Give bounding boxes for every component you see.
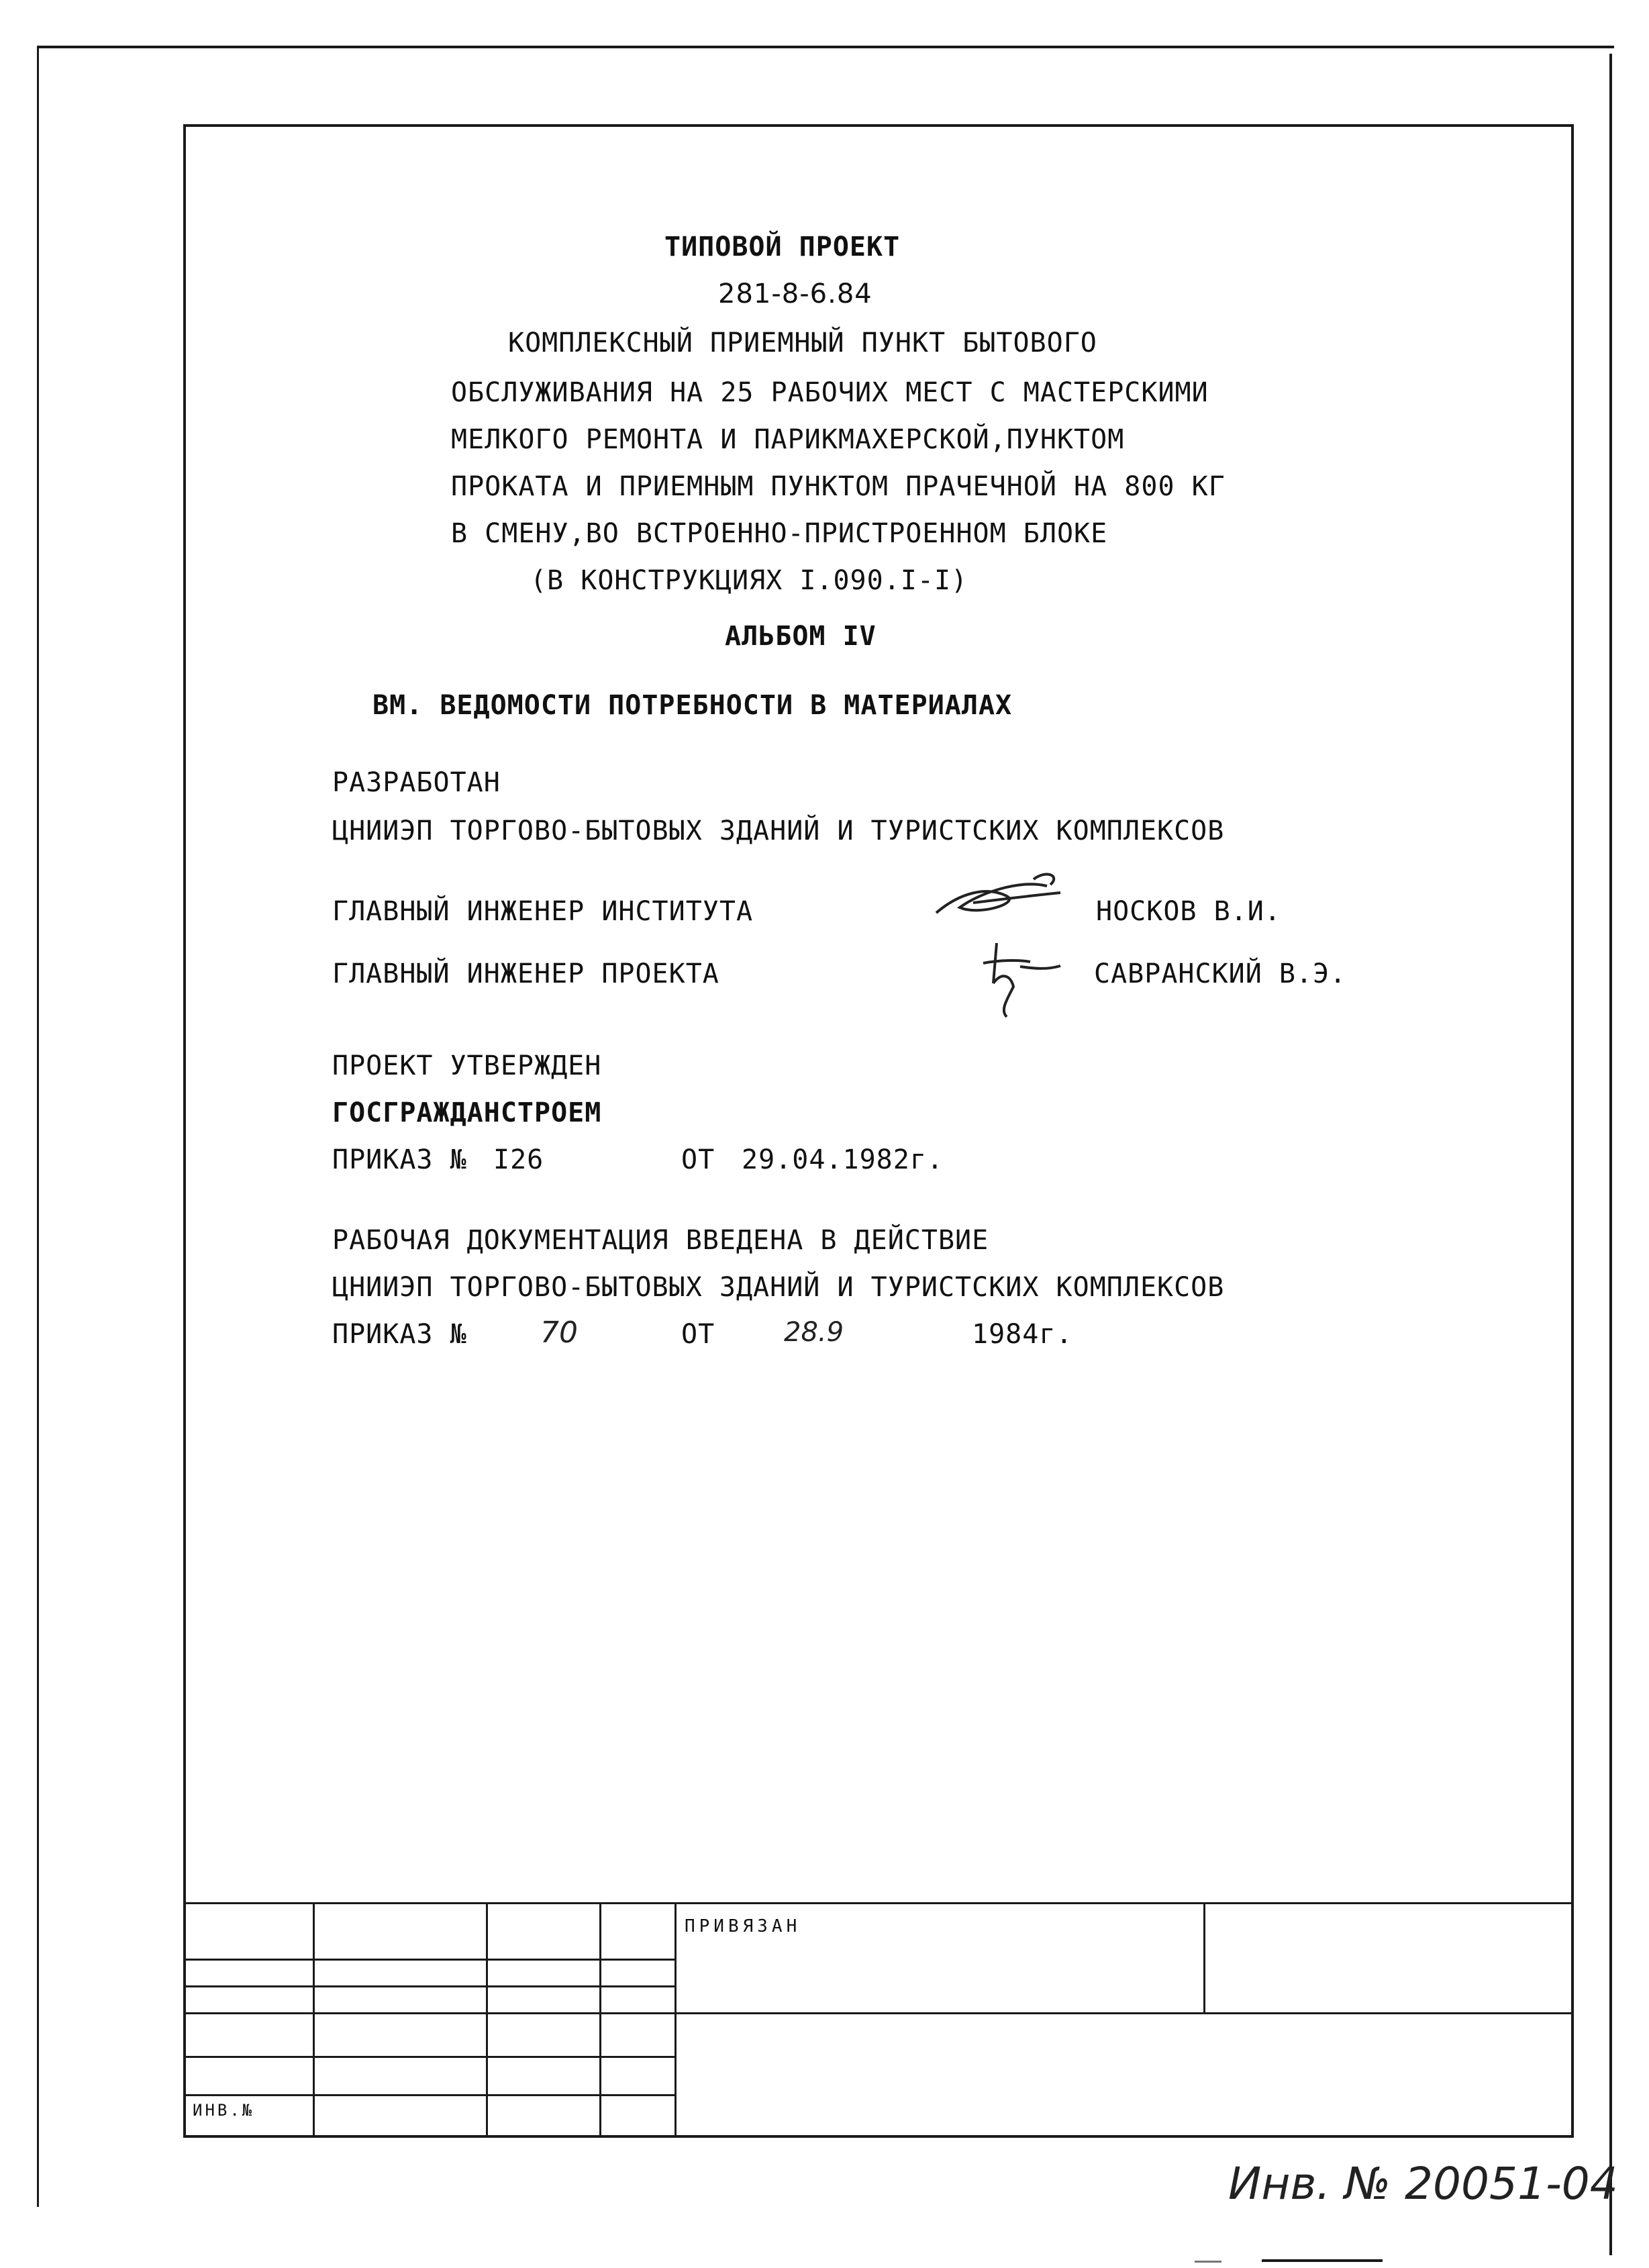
chief-engineer-project-name: САВРАНСКИЙ В.Э. — [1094, 958, 1347, 989]
stamp-vline-4 — [674, 1902, 677, 2137]
approval-line-1: ПРОЕКТ УТВЕРЖДЕН — [332, 1050, 602, 1081]
enactment-order-number: 70 — [540, 1316, 578, 1350]
stamp-hline-2 — [183, 1985, 677, 1987]
enactment-line-2: ЦНИИЭП ТОРГОВО-БЫТОВЫХ ЗДАНИЙ И ТУРИСТСКИХ КОМПЛЕКСОВ — [332, 1272, 1225, 1303]
chief-engineer-project-role: ГЛАВНЫЙ ИНЖЕНЕР ПРОЕКТА — [332, 958, 719, 989]
chief-engineer-institute-name: НОСКОВ В.И. — [1096, 896, 1281, 927]
frame-bottom — [183, 2135, 1574, 2138]
stamp-bound-label: ПРИВЯЗАН — [685, 1916, 801, 1936]
stamp-top — [183, 1902, 1574, 1904]
project-number: 281-8-6.84 — [718, 279, 872, 309]
heading: ТИПОВОЙ ПРОЕКТ — [664, 232, 901, 262]
frame-left — [183, 124, 186, 2138]
description-line-4: ПРОКАТА И ПРИЕМНЫМ ПУНКТОМ ПРАЧЕЧНОЙ НА 800 КГ — [451, 471, 1226, 502]
description-line-1: КОМПЛЕКСНЫЙ ПРИЕМНЫЙ ПУНКТ БЫТОВОГО — [508, 328, 1097, 358]
enactment-date-year: 1984г. — [972, 1319, 1073, 1350]
developer-label: РАЗРАБОТАН — [332, 767, 501, 798]
description-line-5: В СМЕНУ,ВО ВСТРОЕННО-ПРИСТРОЕННОМ БЛОКЕ — [451, 518, 1108, 549]
approval-order-number: I26 — [493, 1144, 544, 1175]
approval-line-2: ГОСГРАЖДАНСТРОЕМ — [332, 1097, 602, 1128]
approval-order-label: ПРИКАЗ № — [332, 1144, 467, 1175]
stamp-vline-2 — [486, 1902, 488, 2137]
enactment-order-label: ПРИКАЗ № — [332, 1319, 467, 1350]
signature-1 — [933, 866, 1067, 926]
stamp-vline-3 — [599, 1902, 601, 2137]
chief-engineer-institute-role: ГЛАВНЫЙ ИНЖЕНЕР ИНСТИТУТА — [332, 896, 754, 927]
stamp-vline-5 — [1203, 1902, 1205, 2014]
outer-border-left — [37, 46, 39, 2207]
description-line-6: (В КОНСТРУКЦИЯХ I.090.I-I) — [530, 565, 968, 596]
description-line-2: ОБСЛУЖИВАНИЯ НА 25 РАБОЧИХ МЕСТ С МАСТЕРСКИМИ — [451, 377, 1209, 408]
stamp-inv-label: ИНВ.№ — [193, 2101, 255, 2120]
enactment-date-day: 28.9 — [784, 1317, 844, 1348]
approval-date-label: ОТ — [681, 1144, 715, 1175]
album-number: АЛЬБОМ IV — [725, 621, 877, 652]
developer-organization: ЦНИИЭП ТОРГОВО-БЫТОВЫХ ЗДАНИЙ И ТУРИСТСКИХ КОМПЛЕКСОВ — [332, 816, 1225, 846]
approval-date: 29.04.1982г. — [742, 1144, 944, 1175]
stamp-hline-5 — [183, 2094, 677, 2096]
outer-border-right — [1609, 54, 1612, 2255]
scan-mark-2 — [1262, 2259, 1383, 2262]
inventory-number: Инв. № 20051-04 — [1228, 2158, 1618, 2210]
description-line-3: МЕЛКОГО РЕМОНТА И ПАРИКМАХЕРСКОЙ,ПУНКТОМ — [451, 424, 1125, 455]
outer-border-top — [37, 46, 1614, 48]
enactment-date-label: ОТ — [681, 1319, 715, 1350]
signature-2 — [980, 936, 1067, 1024]
enactment-line-1: РАБОЧАЯ ДОКУМЕНТАЦИЯ ВВЕДЕНА В ДЕЙСТВИЕ — [332, 1225, 989, 1256]
stamp-vline-1 — [313, 1902, 315, 2137]
frame-right — [1571, 124, 1574, 2138]
frame-top — [183, 124, 1574, 127]
album-title: ВМ. ВЕДОМОСТИ ПОТРЕБНОСТИ В МАТЕРИАЛАХ — [372, 690, 1013, 721]
stamp-hline-3 — [183, 2012, 1574, 2014]
stamp-hline-4 — [183, 2056, 677, 2058]
stamp-hline-1 — [183, 1959, 677, 1961]
scan-mark-1 — [1195, 2261, 1221, 2263]
